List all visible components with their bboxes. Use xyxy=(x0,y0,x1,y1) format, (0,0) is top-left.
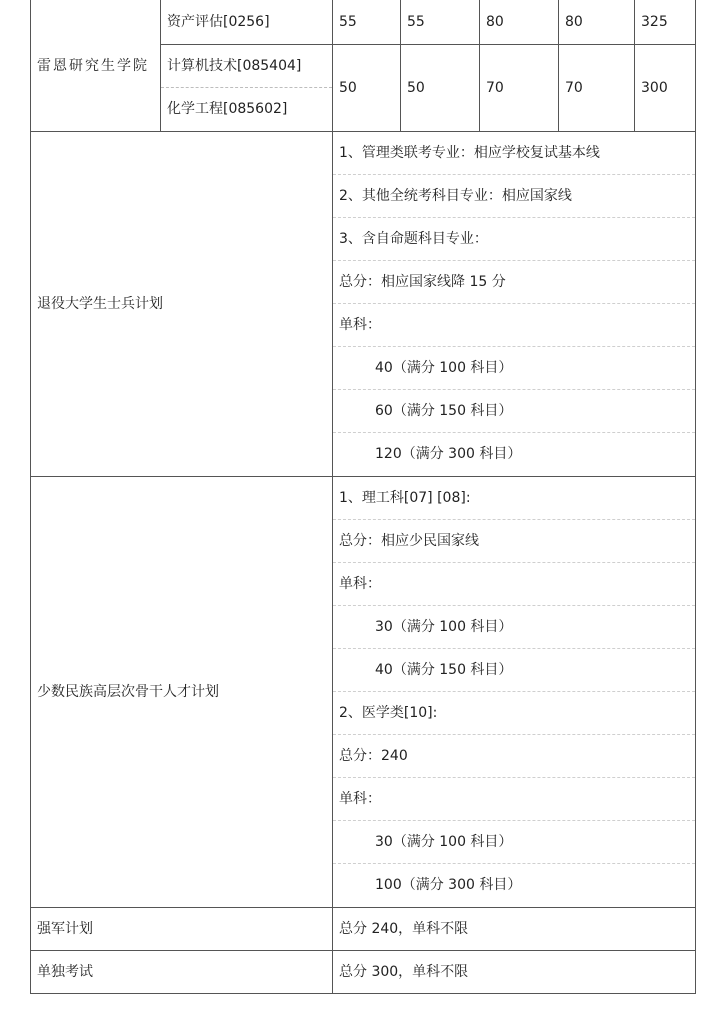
score-cell: 80 xyxy=(559,0,635,45)
condition-line: 2、其他全统考科目专业：相应国家线 xyxy=(333,175,695,218)
plan-conditions xyxy=(333,477,696,908)
table-row xyxy=(31,0,696,45)
major-name: 化学工程[085602] xyxy=(167,101,288,117)
condition-line: 单科： xyxy=(333,563,695,606)
plan-condition: 总分 240，单科不限 xyxy=(333,908,696,951)
major-name: 资产评估[0256] xyxy=(161,0,333,45)
score-cell: 70 xyxy=(559,45,635,132)
condition-line: 120（满分 300 科目） xyxy=(375,446,522,462)
score-requirements-table xyxy=(30,0,696,994)
condition-line: 30（满分 100 科目） xyxy=(333,821,695,864)
score-cell: 55 xyxy=(333,0,401,45)
plan-name: 单独考试 xyxy=(31,951,333,994)
condition-line: 单科： xyxy=(333,778,695,821)
condition-line: 40（满分 100 科目） xyxy=(333,347,695,390)
college-name: 雷恩研究生学院 xyxy=(31,0,161,132)
score-cell: 80 xyxy=(480,0,559,45)
table-row xyxy=(31,908,696,951)
score-cell: 55 xyxy=(401,0,480,45)
condition-line: 60（满分 150 科目） xyxy=(333,390,695,433)
condition-line: 1、理工科[07] [08]: xyxy=(333,477,695,520)
condition-line: 2、医学类[10]: xyxy=(333,692,695,735)
plan-conditions xyxy=(333,132,696,477)
condition-line: 40（满分 150 科目） xyxy=(333,649,695,692)
plan-condition: 总分 300，单科不限 xyxy=(333,951,696,994)
condition-line: 单科： xyxy=(333,304,695,347)
condition-line: 100（满分 300 科目） xyxy=(375,877,522,893)
condition-line: 总分：相应国家线降 15 分 xyxy=(333,261,695,304)
score-cell: 70 xyxy=(480,45,559,132)
condition-line: 1、管理类联考专业：相应学校复试基本线 xyxy=(333,132,695,175)
plan-name: 强军计划 xyxy=(31,908,333,951)
major-name: 计算机技术[085404] xyxy=(161,45,332,88)
condition-line: 总分：相应少民国家线 xyxy=(333,520,695,563)
score-cell: 325 xyxy=(635,0,696,45)
condition-line: 3、含自命题科目专业： xyxy=(333,218,695,261)
plan-name: 退役大学生士兵计划 xyxy=(31,132,333,477)
table-row xyxy=(31,477,696,908)
table-row xyxy=(31,951,696,994)
condition-line: 30（满分 100 科目） xyxy=(333,606,695,649)
plan-name: 少数民族高层次骨干人才计划 xyxy=(31,477,333,908)
score-cell: 300 xyxy=(635,45,696,132)
table-row xyxy=(31,132,696,477)
score-cell: 50 xyxy=(333,45,401,132)
merged-major-cell xyxy=(161,45,333,132)
condition-line: 总分：240 xyxy=(333,735,695,778)
score-cell: 50 xyxy=(401,45,480,132)
